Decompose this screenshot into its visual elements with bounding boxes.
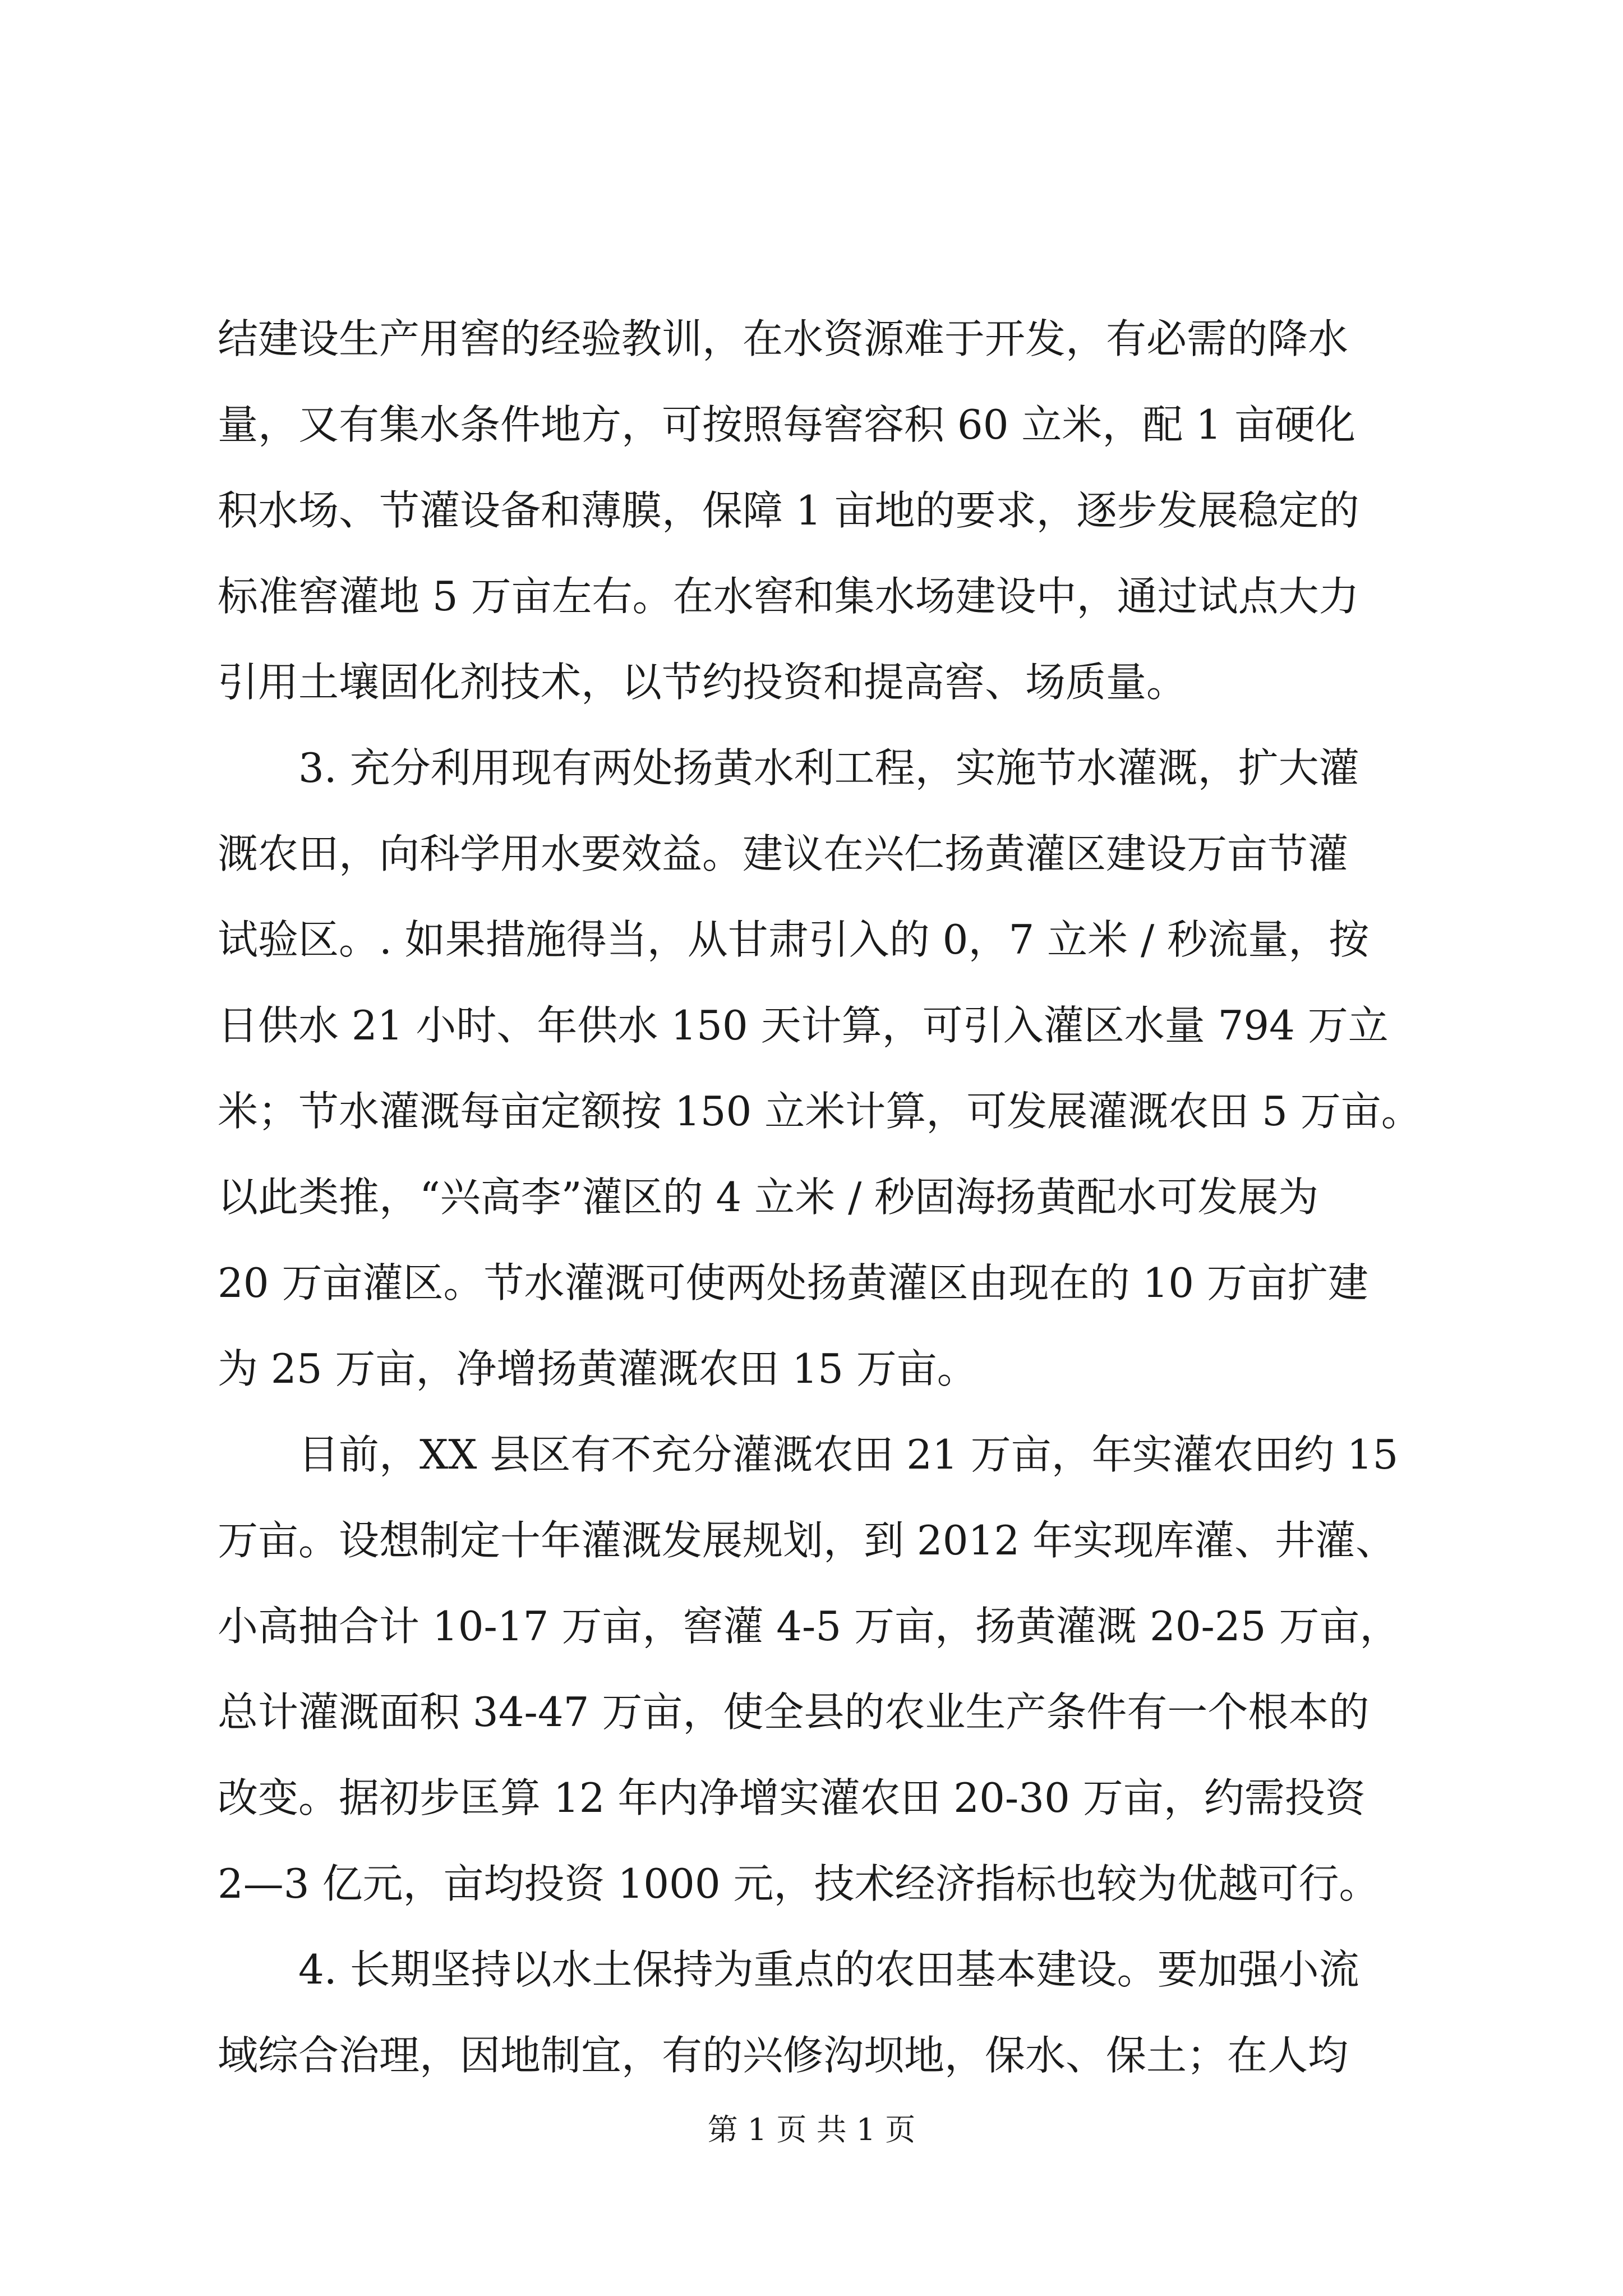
- text-line-6: 3. 充分利用现有两处扬黄水利工程，实施节水灌溉，扩大灌: [298, 744, 1359, 792]
- text-line-21: 域综合治理，因地制宜，有的兴修沟坝地，保水、保土；在人均: [218, 2032, 1349, 2079]
- text-line-5: 引用土壤固化剂技术，以节约投资和提高窖、场质量。: [218, 659, 1187, 706]
- text-line-15: 万亩。设想制定十年灌溉发展规划，到 2012 年实现库灌、井灌、: [218, 1517, 1396, 1564]
- page-footer: [0, 2110, 1623, 2150]
- text-line-16: 小高抽合计 10-17 万亩，窖灌 4-5 万亩，扬黄灌溉 20-25 万亩，: [218, 1603, 1400, 1650]
- text-line-14: 目前，XX 县区有不充分灌溉农田 21 万亩，年实灌农田约 15: [298, 1431, 1399, 1478]
- text-line-12: 20 万亩灌区。节水灌溉可使两处扬黄灌区由现在的 10 万亩扩建: [218, 1259, 1368, 1306]
- text-line-7: 溉农田，向科学用水要效益。建议在兴仁扬黄灌区建设万亩节灌: [218, 830, 1349, 877]
- document-body: [218, 296, 1422, 2099]
- text-line-8: 试验区。. 如果措施得当，从甘肃引入的 0，7 立米 / 秒流量，按: [218, 916, 1370, 963]
- text-line-19: 2—3 亿元，亩均投资 1000 元，技术经济指标也较为优越可行。: [218, 1860, 1380, 1907]
- text-line-17: 总计灌溉面积 34-47 万亩，使全县的农业生产条件有一个根本的: [218, 1688, 1370, 1736]
- text-line-1: 结建设生产用窖的经验教训，在水资源难于开发，有必需的降水: [218, 315, 1349, 362]
- text-line-3: 积水场、节灌设备和薄膜，保障 1 亩地的要求，逐步发展稳定的: [218, 487, 1359, 534]
- text-line-2: 量，又有集水条件地方，可按照每窖容积 60 立米，配 1 亩硬化: [218, 401, 1355, 448]
- text-line-4: 标准窖灌地 5 万亩左右。在水窖和集水场建设中，通过试点大力: [218, 573, 1359, 620]
- text-line-18: 改变。据初步匡算 12 年内净增实灌农田 20-30 万亩，约需投资: [218, 1774, 1366, 1821]
- text-line-10: 米；节水灌溉每亩定额按 150 立米计算，可发展灌溉农田 5 万亩。: [218, 1088, 1422, 1135]
- text-line-20: 4. 长期坚持以水土保持为重点的农田基本建设。要加强小流: [298, 1946, 1359, 1993]
- text-line-11: 以此类推，“兴高李”灌区的 4 立米 / 秒固海扬黄配水可发展为: [218, 1174, 1319, 1221]
- text-line-9: 日供水 21 小时、年供水 150 天计算，可引入灌区水量 794 万立: [218, 1002, 1389, 1049]
- text-line-13: 为 25 万亩，净增扬黄灌溉农田 15 万亩。: [218, 1345, 978, 1392]
- page-number-label: 第 1 页 共 1 页: [707, 2112, 916, 2147]
